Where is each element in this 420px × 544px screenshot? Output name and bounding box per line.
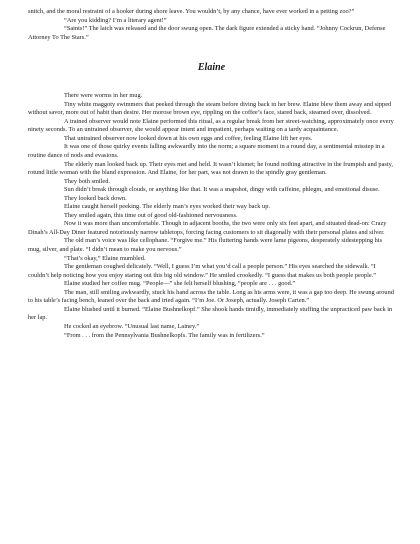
- paragraph: They both smiled.: [64, 177, 110, 185]
- paragraph: “That’s okay,” Elaine mumbled.: [64, 254, 146, 262]
- paragraph: Elaine studied her coffee mug. “People—” she felt herself blushing, “people are . . . good.”: [64, 280, 296, 288]
- paragraph: “Saints!” The latch was released and the door swung open. The dark figure extended a sticky hand. “Johnny Cockrun, Defense Attorney To The Stars.”: [28, 25, 386, 41]
- paragraph: The elderly man looked back up. Their eyes met and held. It wasn’t kismet; he found nothing attractive in the frumpish and pasty, rotund little woman with the bland expression. And Elaine, for her part, was not drawn to the spindly gray gentleman.: [28, 160, 393, 177]
- section-heading: Elaine: [197, 62, 226, 74]
- paragraph: A trained observer would note Elaine performed this ritual, as a regular break from her street-watching, approximately once every ninety seconds. To an untrained observer, she would appear intent and impatient, perhaps waiting on a tardy acquaintance.: [28, 117, 394, 134]
- intro-section: [28, 8, 395, 42]
- paragraph: They smiled again, this time out of good old-fashioned nervousness.: [64, 211, 238, 219]
- paragraph: Elaine blushed until it burned. “Elaine Bushnelkopf.” She shook hands timidly, immediately stuffing the unpracticed paw back in her lap.: [28, 305, 393, 322]
- paragraph: It was one of those quirky events falling awkwardly into the norm; a square moment in a round day, a sentimental misstep in a routine dance of nods and evasions.: [28, 143, 385, 160]
- paragraph: He cocked an eyebrow. “Unusual last name, Lainey.”: [64, 322, 200, 330]
- paragraph: Now it was more than uncomfortable. Though in adjacent booths, the two were only six feet apart, and situated dead-on: Crazy Dinah’s All-Day Diner featured notoriously narrow tabletops, forcing facing customers to sit diagonally with their personal plates and silver.: [28, 220, 387, 236]
- paragraph: Sun didn’t break through clouds, or anything like that. It was a snapshot, dingy with caffeine, phlegm, and emotional disuse.: [64, 186, 380, 194]
- paragraph: The old man’s voice was like cellophane. “Forgive me.” His fluttering hands were lame pigeons, desperately sidestepping his mug, silver, and plate. “I didn’t mean to make you nervous.”: [28, 237, 383, 254]
- paragraph: “From . . . from the Pennsylvania Bushnelkopfs. The family was in fertilizers.”: [64, 331, 265, 339]
- paragraph: The man, still smiling awkwardly, stuck his hand across the table. Long as his arms were, it was a gap too deep. He swung around to his table’s facing bench, leaned over the back and tried again. “I’m Joe. Or Joseph, actually. Joseph Carten.”: [28, 288, 394, 305]
- section-body: [28, 92, 395, 340]
- paragraph: Tiny white maggoty swimmers that peeked through the steam before diving back in her brew. Elaine blew them away and sipped without savor, more out of habit than desire. Her morose brown eye, rippling on the coffee’s face, stared back, steamed over, dissolved.: [28, 100, 392, 117]
- paragraph: Elaine caught herself peeking. The elderly man’s eyes worked their way back up.: [64, 203, 270, 211]
- document-page: [28, 8, 395, 340]
- paragraph: That untrained observer now looked down at his own eggs and coffee, feeling Elaine lift her eyes.: [64, 134, 313, 142]
- paragraph: “Are you kidding? I’m a literary agent!”: [64, 16, 167, 24]
- paragraph: The gentleman coughed delicately. “Well, I guess I’m what you’d call a people person.” His eyes searched the sidewalk. “I couldn’t help noticing how you enjoy staring out this big old window.” He smiled crookedly. “I guess that makes us both people people.”: [28, 263, 377, 279]
- paragraph: snitch, and the moral restraint of a hooker during shore leave. You wouldn’t, by any chance, have ever worked in a petting zoo?”: [28, 8, 355, 15]
- paragraph: They looked back down.: [64, 194, 127, 202]
- paragraph: There were worms in her mug.: [64, 92, 143, 100]
